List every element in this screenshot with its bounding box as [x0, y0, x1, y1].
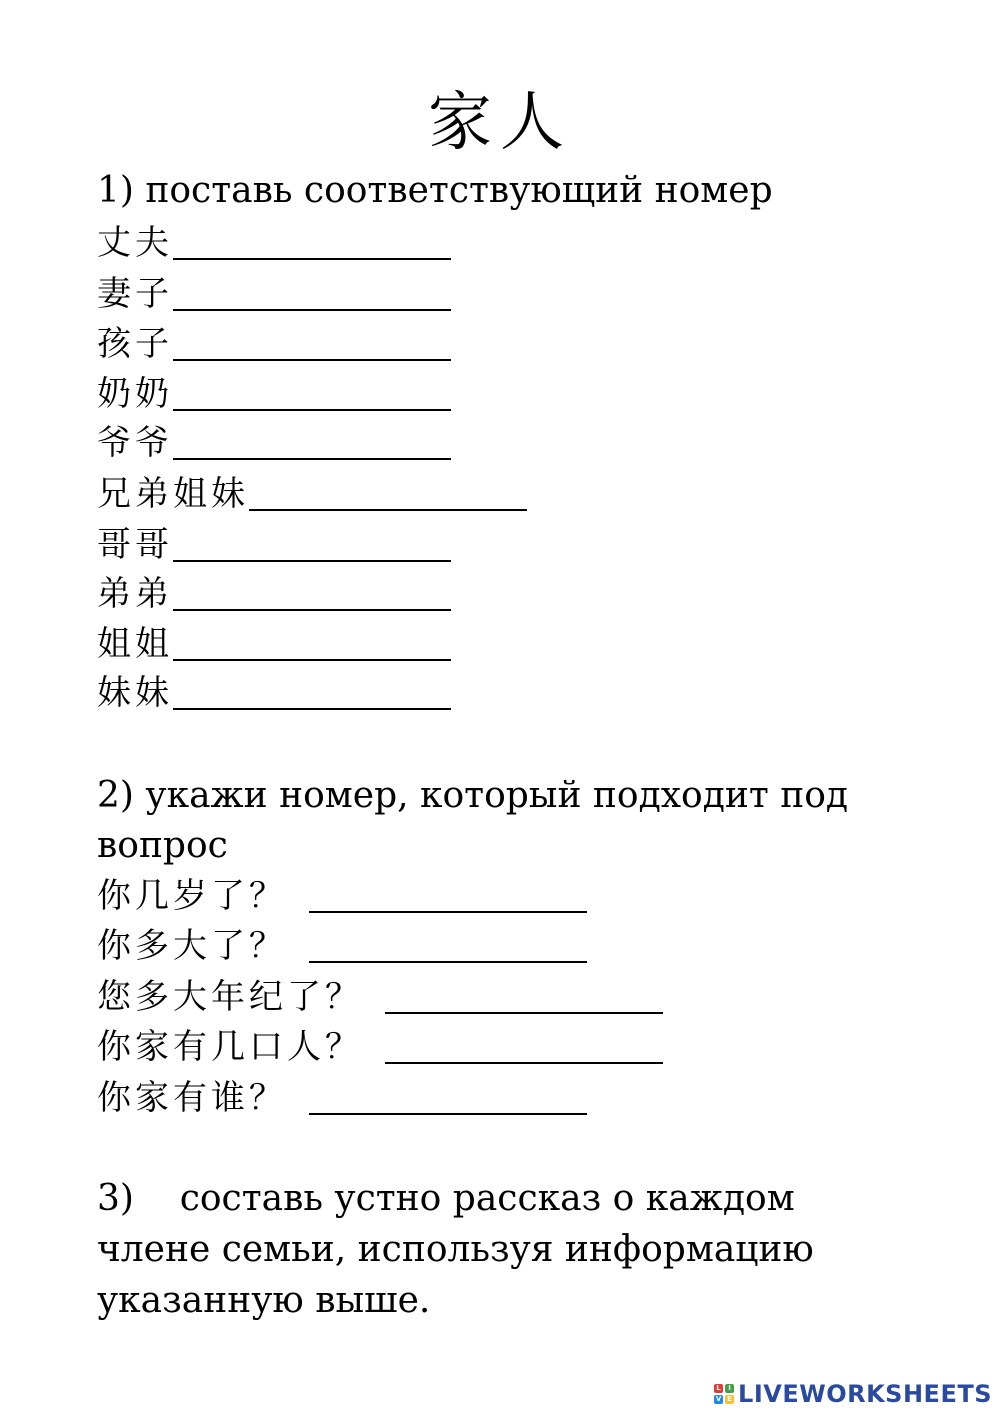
- question-row: [97, 1073, 587, 1123]
- question-row: [97, 921, 587, 971]
- term-label: 哥哥: [97, 525, 173, 565]
- answer-blank[interactable]: [173, 708, 451, 710]
- question-label: 你家有几口人？: [97, 1027, 363, 1067]
- answer-blank[interactable]: [173, 458, 451, 460]
- question-row: [97, 972, 663, 1022]
- answer-blank[interactable]: [173, 659, 451, 661]
- answer-blank[interactable]: [173, 609, 451, 611]
- section1-row: [97, 569, 451, 619]
- term-label: 丈夫: [97, 223, 173, 263]
- answer-blank[interactable]: [385, 1062, 663, 1064]
- logo-letter: I: [725, 1384, 734, 1393]
- section1-row: [97, 520, 451, 570]
- term-label: 奶奶: [97, 374, 173, 414]
- term-label: 爷爷: [97, 423, 173, 463]
- question-row: [97, 871, 587, 921]
- answer-blank[interactable]: [249, 509, 527, 511]
- answer-blank[interactable]: [173, 309, 451, 311]
- section2-heading-continued: вопрос: [97, 825, 228, 866]
- section2-heading: 2) укажи номер, который подходит под: [97, 775, 849, 816]
- term-label: 弟弟: [97, 574, 173, 614]
- term-label: 孩子: [97, 324, 173, 364]
- logo-mark-icon: [714, 1384, 734, 1404]
- question-label: 你家有谁？: [97, 1078, 287, 1118]
- liveworksheets-logo: [714, 1379, 992, 1409]
- section1-row: [97, 668, 451, 718]
- logo-letter: E: [725, 1395, 734, 1404]
- section1-row: [97, 269, 451, 319]
- section1-heading: 1) поставь соответствующий номер: [97, 170, 773, 211]
- section3-line: указанную выше.: [97, 1280, 431, 1321]
- section1-row: [97, 418, 451, 468]
- section3-line: члене семьи, используя информацию: [97, 1229, 814, 1270]
- question-label: 你多大了？: [97, 926, 287, 966]
- logo-letter: L: [714, 1384, 723, 1393]
- logo-letter: V: [715, 1395, 722, 1403]
- section1-row: [97, 619, 451, 669]
- question-label: 你几岁了？: [97, 876, 287, 916]
- section3-line: 3) составь устно рассказ о каждом: [97, 1178, 795, 1219]
- answer-blank[interactable]: [173, 258, 451, 260]
- logo-text: LIVEWORKSHEETS: [738, 1380, 992, 1408]
- answer-blank[interactable]: [173, 359, 451, 361]
- answer-blank[interactable]: [173, 409, 451, 411]
- question-label: 您多大年纪了？: [97, 977, 363, 1017]
- section1-row: [97, 218, 451, 268]
- answer-blank[interactable]: [309, 961, 587, 963]
- term-label: 姐姐: [97, 624, 173, 664]
- section1-row: [97, 369, 451, 419]
- answer-blank[interactable]: [309, 911, 587, 913]
- term-label: 妻子: [97, 274, 173, 314]
- answer-blank[interactable]: [173, 560, 451, 562]
- section1-row: [97, 319, 451, 369]
- answer-blank[interactable]: [385, 1012, 663, 1014]
- term-label: 妹妹: [97, 673, 173, 713]
- answer-blank[interactable]: [309, 1113, 587, 1115]
- question-row: [97, 1022, 663, 1072]
- page-title: 家人: [428, 86, 572, 160]
- term-label: 兄弟姐妹: [97, 474, 249, 514]
- section1-row: [97, 469, 527, 519]
